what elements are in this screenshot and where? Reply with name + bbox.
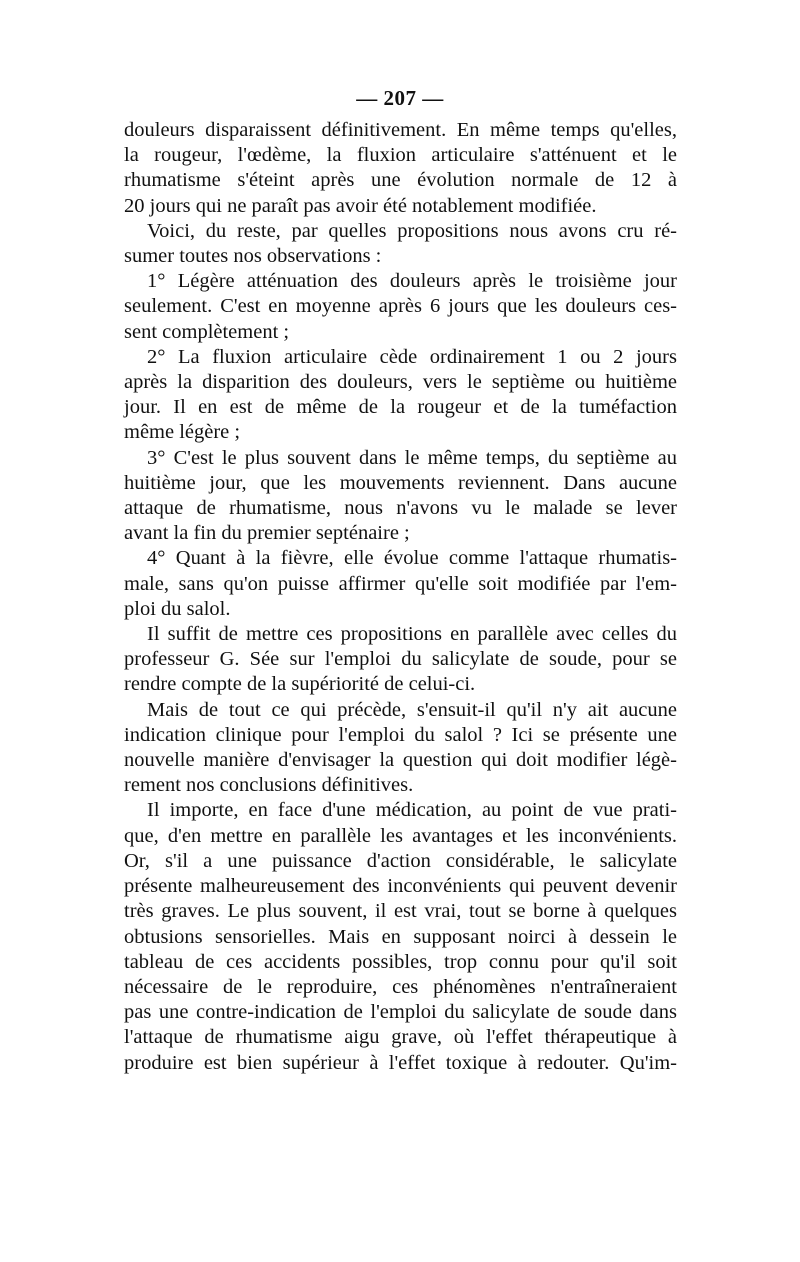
text-line: 20 jours qui ne paraît pas avoir été notablement modifiée. xyxy=(124,194,597,217)
page-number: — 207 — xyxy=(356,86,444,110)
text-line: que, d'en mettre en parallèle les avantages et les inconvénients. xyxy=(124,824,677,847)
text-line: nécessaire de le reproduire, ces phénomènes n'entraîneraient xyxy=(124,975,677,998)
text-line: même légère ; xyxy=(124,421,241,444)
text-line: présente malheureusement des inconvénients qui peuvent devenir xyxy=(124,875,677,898)
text-line: indication clinique pour l'emploi du salol ? Ici se présente une xyxy=(124,723,677,746)
text-line: tableau de ces accidents possibles, trop connu pour qu'il soit xyxy=(124,950,677,973)
text-line: 1° Légère atténuation des douleurs après le troisième jour xyxy=(147,270,677,293)
text-line: Mais de tout ce qui précède, s'ensuit-il qu'il n'y ait aucune xyxy=(147,698,677,721)
text-line: sumer toutes nos observations : xyxy=(124,245,382,268)
text-line: 3° C'est le plus souvent dans le même temps, du septième au xyxy=(147,446,677,469)
text-line: Il importe, en face d'une médication, au point de vue prati- xyxy=(147,799,677,822)
text-line: huitième jour, que les mouvements reviennent. Dans aucune xyxy=(124,471,677,494)
text-line: produire est bien supérieur à l'effet toxique à redouter. Qu'im- xyxy=(124,1051,677,1074)
text-line: nouvelle manière d'envisager la question qui doit modifier légè- xyxy=(124,749,677,772)
text-line: seulement. C'est en moyenne après 6 jours que les douleurs ces- xyxy=(124,295,677,318)
text-line: 4° Quant à la fièvre, elle évolue comme l'attaque rhumatis- xyxy=(147,547,677,570)
text-line: Il suffit de mettre ces propositions en parallèle avec celles du xyxy=(147,623,677,646)
text-line: sent complètement ; xyxy=(124,320,290,343)
text-line: pas une contre-indication de l'emploi du salicylate de soude dans xyxy=(124,1001,677,1024)
text-line: douleurs disparaissent définitivement. En même temps qu'elles, xyxy=(124,119,677,141)
text-line: rement nos conclusions définitives. xyxy=(124,774,414,797)
text-line: obtusions sensorielles. Mais en supposant noirci à dessein le xyxy=(124,925,677,948)
text-line: rhumatisme s'éteint après une évolution normale de 12 à xyxy=(124,169,677,192)
text-line: professeur G. Sée sur l'emploi du salicylate de soude, pour se xyxy=(124,648,677,671)
body-text xyxy=(124,118,677,1076)
text-line: Voici, du reste, par quelles propositions nous avons cru ré- xyxy=(147,219,677,242)
text-line: male, sans qu'on puisse affirmer qu'elle soit modifiée par l'em- xyxy=(124,572,677,595)
text-line: avant la fin du premier septénaire ; xyxy=(124,522,410,545)
text-line: Or, s'il a une puissance d'action considérable, le salicylate xyxy=(124,849,677,872)
text-line: la rougeur, l'œdème, la fluxion articulaire s'atténuent et le xyxy=(124,144,677,167)
text-line: très graves. Le plus souvent, il est vrai, tout se borne à quelques xyxy=(124,900,677,923)
text-line: après la disparition des douleurs, vers le septième ou huitième xyxy=(124,371,677,394)
text-line: l'attaque de rhumatisme aigu grave, où l'effet thérapeutique à xyxy=(124,1026,677,1049)
text-line: attaque de rhumatisme, nous n'avons vu le malade se lever xyxy=(124,497,677,520)
text-line: 2° La fluxion articulaire cède ordinairement 1 ou 2 jours xyxy=(147,345,677,368)
text-line: ploi du salol. xyxy=(124,597,231,620)
text-line: rendre compte de la supériorité de celui-ci. xyxy=(124,673,476,696)
text-line: jour. Il en est de même de la rougeur et de la tuméfaction xyxy=(124,396,677,419)
